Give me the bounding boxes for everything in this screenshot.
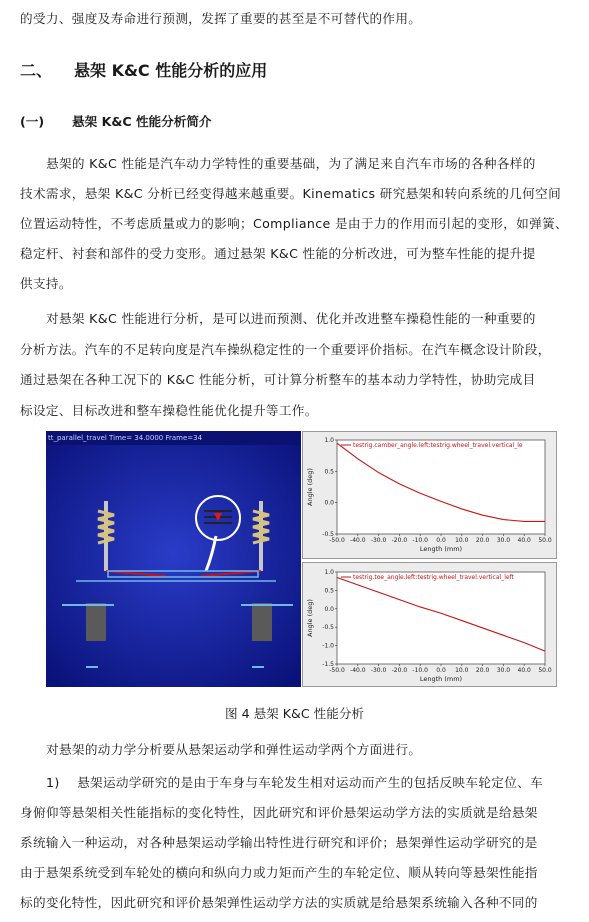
y-tick-label: 1.0 <box>324 437 334 444</box>
x-tick-label: -40.0 <box>350 667 366 674</box>
paragraph-line <box>46 772 543 791</box>
paragraph-line: 标的变化特性，因此研究和评价悬架弹性运动学方法的实质就是给悬架系统输入各种不同的 <box>20 895 538 910</box>
x-tick-label: 20.0 <box>475 537 490 544</box>
paragraph-line: 由于悬架系统受到车轮处的横向和纵向力或力矩而产生的车轮定位、顺从转向等悬架性能指 <box>20 865 538 880</box>
camber-chart <box>303 432 558 560</box>
y-tick-label: 1.0 <box>324 569 334 576</box>
paragraph-line: 位置运动特性，不考虑质量或力的影响；Compliance 是由于力的作用而引起的变形，如弹簧、 <box>20 216 568 231</box>
x-tick-label: 40.0 <box>517 537 531 544</box>
figure-caption: 图 4 悬架 K&C 性能分析 <box>224 706 365 721</box>
paragraph-line: 标设定、目标改进和整车操稳性能优化提升等工作。 <box>20 403 318 418</box>
legend-label: testrig.camber_angle.left:testrig.wheel_travel.vertical_le <box>353 442 523 449</box>
y-axis-label: Angle (deg) <box>306 468 314 506</box>
y-tick-label: -1.5 <box>322 661 334 668</box>
x-tick-label: 10.0 <box>455 537 469 544</box>
paragraph-line: 系统输入一种运动，对各种悬架运动学输出特性进行研究和评价；悬架弹性运动学研究的是 <box>20 835 538 850</box>
x-tick-label: -50.0 <box>329 537 345 544</box>
paragraph-line: 悬架的 K&C 性能是汽车动力学特性的重要基础，为了满足来自汽车市场的各种各样的 <box>46 156 536 171</box>
list-number: 1) <box>46 775 60 790</box>
subsection-title: 悬架 K&C 性能分析简介 <box>72 114 212 129</box>
paragraph-line: 身俯仰等悬架相关性能指标的变化特性，因此研究和评价悬架运动学方法的实质就是给悬架 <box>20 805 538 820</box>
x-tick-label: 0.0 <box>436 537 446 544</box>
x-tick-label: 50.0 <box>538 667 552 674</box>
y-tick-label: 0.5 <box>324 587 334 595</box>
x-tick-label: -30.0 <box>370 667 387 674</box>
subsection-heading <box>20 111 212 130</box>
toe-plot <box>302 562 557 687</box>
y-tick-label: 0.0 <box>324 499 334 507</box>
paragraph-line: 对悬架的动力学分析要从悬架运动学和弹性运动学两个方面进行。 <box>46 742 422 757</box>
toe-chart <box>303 563 558 688</box>
paragraph-line: 稳定杆、衬套和部件的受力变形。通过悬架 K&C 性能的分析改进，可为整车性能的提升提 <box>20 246 536 261</box>
legend-label: testrig.toe_angle.left:testrig.wheel_travel.vertical_left <box>353 574 514 581</box>
section-number: 二、 <box>20 61 53 80</box>
x-axis-label: Length (mm) <box>419 545 463 553</box>
subsection-number: (一) <box>20 114 45 129</box>
x-tick-label: 40.0 <box>517 667 531 674</box>
paragraph-line: 分析方法。汽车的不足转向度是汽车操纵稳定性的一个重要评价指标。在汽车概念设计阶段， <box>20 342 551 357</box>
y-axis-label: Angle (deg) <box>306 599 314 637</box>
section-heading <box>20 58 267 81</box>
section-title: 悬架 K&C 性能分析的应用 <box>74 61 268 80</box>
paragraph-line: 技术需求，悬架 K&C 分析已经变得越来越重要。Kinematics 研究悬架和转向系统的几何空间 <box>20 186 562 201</box>
suspension-simulation-view <box>46 431 301 687</box>
list-text: 悬架运动学研究的是由于车身与车轮发生相对运动而产生的包括反映车轮定位、车 <box>77 775 544 790</box>
plot-area <box>337 572 545 664</box>
y-tick-label: -0.5 <box>322 531 334 538</box>
x-tick-label: -30.0 <box>370 537 387 544</box>
x-tick-label: -40.0 <box>350 537 366 544</box>
x-tick-label: -10.0 <box>412 537 428 544</box>
suspension-model-graphic <box>46 431 301 687</box>
x-tick-label: 0.0 <box>436 667 446 674</box>
x-tick-label: 50.0 <box>538 537 552 544</box>
paragraph-line: 通过悬架在各种工况下的 K&C 性能分析，可计算分析整车的基本动力学特性，协助完成目 <box>20 372 536 387</box>
x-tick-label: 20.0 <box>475 667 490 674</box>
y-tick-label: -1.0 <box>322 642 334 650</box>
y-tick-label: 0.5 <box>324 468 334 476</box>
x-tick-label: 30.0 <box>496 667 511 674</box>
text-line: 的受力、强度及寿命进行预测，发挥了重要的甚至是不可替代的作用。 <box>20 11 422 26</box>
y-tick-label: -0.5 <box>322 624 334 632</box>
y-tick-label: 0.0 <box>324 605 334 613</box>
x-tick-label: -20.0 <box>391 537 408 544</box>
simulation-header: tt_parallel_travel Time= 34.0000 Frame=34 <box>46 431 301 445</box>
paragraph-line: 供支持。 <box>20 276 72 291</box>
camber-plot <box>302 431 557 559</box>
x-tick-label: -20.0 <box>391 667 408 674</box>
x-tick-label: 10.0 <box>455 667 469 674</box>
paragraph-line: 对悬架 K&C 性能进行分析，是可以进而预测、优化并改进整车操稳性能的一种重要的 <box>46 311 536 326</box>
x-tick-label: -10.0 <box>412 667 428 674</box>
x-axis-label: Length (mm) <box>419 675 463 683</box>
x-tick-label: -50.0 <box>329 667 345 674</box>
plot-area <box>337 440 545 534</box>
x-tick-label: 30.0 <box>496 537 511 544</box>
